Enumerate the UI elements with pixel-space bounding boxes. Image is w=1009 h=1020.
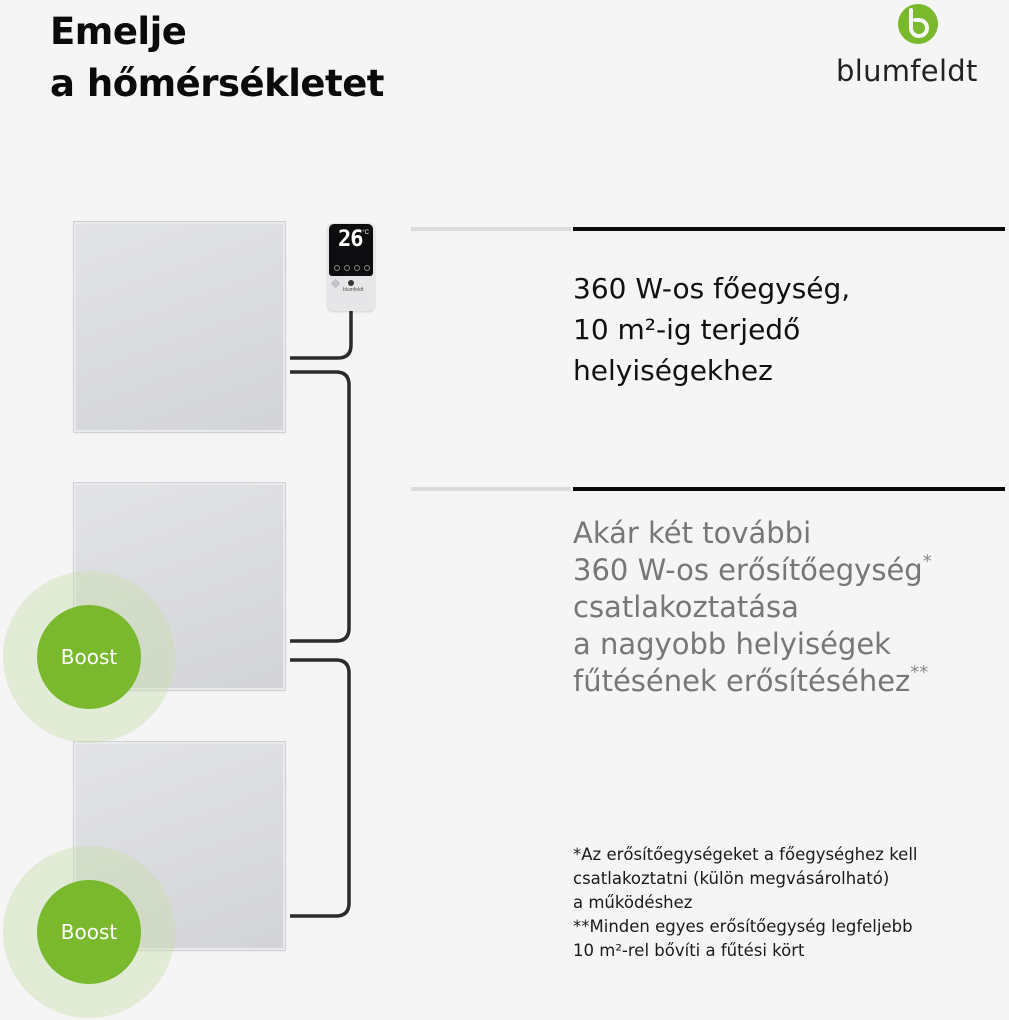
thermostat-buttons	[334, 265, 370, 271]
brand-logo	[836, 4, 1006, 96]
footnote-marker: *	[922, 551, 932, 572]
thermostat-controller	[327, 223, 375, 311]
thermostat-display	[329, 224, 373, 276]
footnotes	[573, 843, 918, 963]
main-unit-line: 360 W-os főegység,	[573, 272, 851, 305]
title-line-1: Emelje	[50, 10, 187, 53]
main-unit-description	[573, 268, 850, 391]
thermostat-sensor-icon	[331, 279, 341, 289]
main-unit-line: 10 m²-ig terjedő	[573, 313, 801, 346]
footnote-line: 10 m²-rel bővíti a fűtési kört	[573, 941, 805, 960]
divider-main-unit	[411, 227, 1005, 231]
boost-badge-2: Boost	[37, 880, 141, 984]
boost-line: csatlakoztatása	[573, 590, 799, 624]
boost-units-description	[573, 515, 932, 700]
thermostat-power-button-icon	[334, 265, 340, 271]
divider-dark-segment	[573, 487, 1005, 491]
boost-line-text: fűtésének erősítéséhez	[573, 664, 911, 698]
boost-line	[573, 663, 932, 700]
divider-light-segment	[411, 227, 571, 231]
thermostat-temperature: 26	[338, 227, 363, 252]
divider-dark-segment	[573, 227, 1005, 231]
blumfeldt-logo-icon	[898, 4, 938, 44]
thermostat-logo-icon	[348, 280, 354, 286]
divider-boost-units	[411, 487, 1005, 491]
brand-name: blumfeldt	[836, 54, 978, 88]
boost-badge-1: Boost	[37, 605, 141, 709]
footnote-marker: **	[910, 662, 929, 683]
heater-panel-main	[74, 222, 285, 432]
boost-line: a nagyobb helyiségek	[573, 627, 891, 661]
main-unit-line: helyiségekhez	[573, 354, 773, 387]
footnote-line: a működéshez	[573, 893, 693, 912]
thermostat-unit: °C	[362, 230, 369, 236]
page-title	[50, 6, 384, 110]
boost-line-text: 360 W-os erősítőegység	[573, 553, 923, 587]
divider-light-segment	[411, 487, 571, 491]
title-line-2: a hőmérsékletet	[50, 62, 384, 105]
thermostat-brand: blumfeldt	[343, 287, 364, 293]
footnote-line: *Az erősítőegységeket a főegységhez kell	[573, 845, 918, 864]
thermostat-mode-button-icon	[344, 265, 350, 271]
footnote-line: **Minden egyes erősítőegység legfeljebb	[573, 917, 913, 936]
boost-line: Akár két további	[573, 516, 812, 550]
boost-line	[573, 552, 932, 589]
footnote-line: csatlakoztatni (külön megvásárolható)	[573, 869, 890, 888]
thermostat-down-button-icon	[364, 265, 370, 271]
thermostat-up-button-icon	[354, 265, 360, 271]
